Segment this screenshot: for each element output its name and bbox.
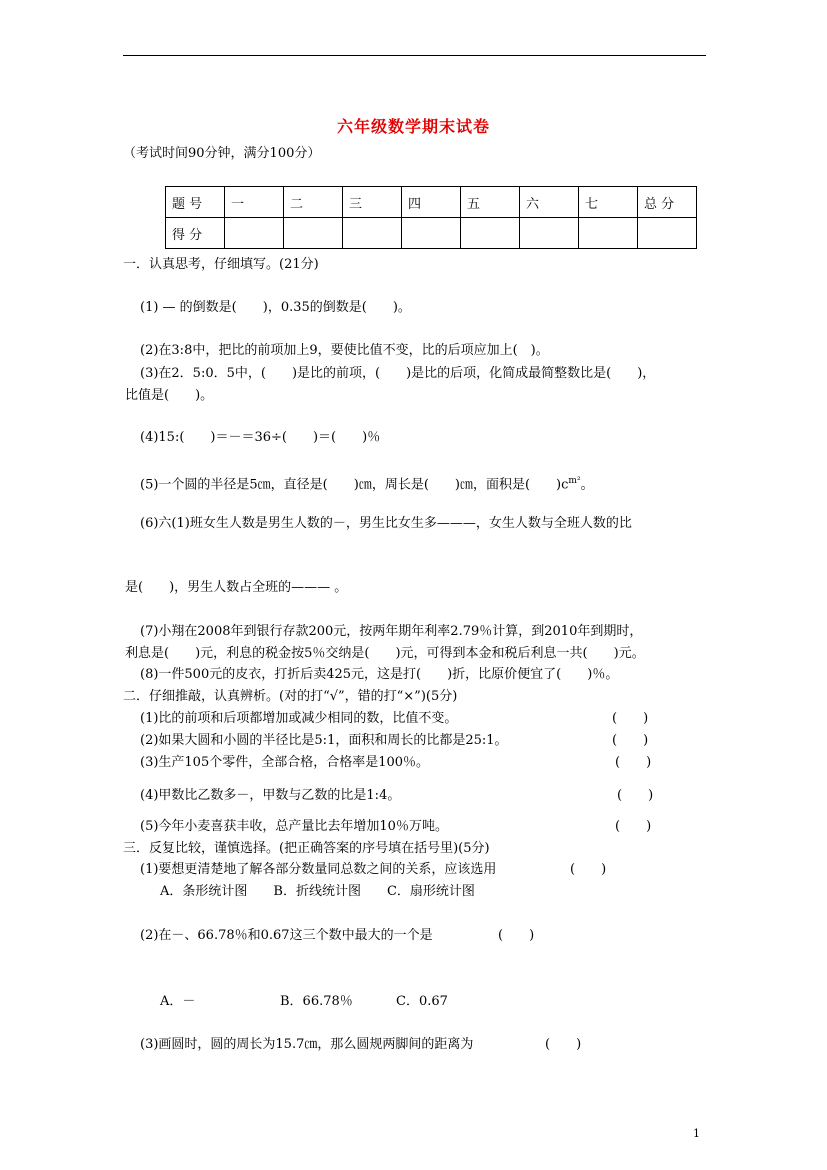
question-1-5-unit: m² (568, 476, 581, 486)
answer-bracket[interactable]: ( ) (545, 1037, 582, 1052)
question-1-5-text: (5)一个圆的半径是5㎝，直径是( )㎝，周长是( )㎝，面积是( )c (140, 477, 569, 493)
question-1-2: (2)在3:8中，把比的前项加上9，要使比值不变，比的后项应加上( )。 (140, 343, 549, 358)
header-rule (123, 55, 706, 56)
question-1-4: (4)15:( )＝－＝36÷( )＝( )％ (140, 430, 381, 445)
answer-bracket[interactable]: ( ) (498, 928, 535, 943)
score-header-cell: 题 号 (166, 187, 225, 218)
section2-heading: 二．仔细推敲，认真辨析。(对的打“√”，错的打“×”)(5分) (123, 689, 458, 704)
score-header-cell: 一 (225, 187, 284, 218)
question-3-2: (2)在－、66.78％和0.67这三个数中最大的一个是 (140, 928, 433, 943)
exam-subtitle: （考试时间90分钟，满分100分） (123, 146, 321, 161)
answer-bracket[interactable]: ( ) (612, 733, 649, 748)
question-3-1-options: A．条形统计图 B．折线统计图 C．扇形统计图 (160, 884, 475, 899)
section3-heading: 三．反复比较，谨慎选择。(把正确答案的序号填在括号里)(5分) (123, 841, 490, 856)
score-header-cell: 四 (402, 187, 461, 218)
question-3-1: (1)要想更清楚地了解各部分数量同总数之间的关系，应该选用 (140, 862, 497, 877)
question-1-7: (7)小翔在2008年到银行存款200元，按两年期年利率2.79％计算，到2010年到期时， (140, 624, 643, 639)
question-2-2: (2)如果大圆和小圆的半径比是5:1，面积和周长的比都是25:1。 (140, 733, 508, 748)
answer-bracket[interactable]: ( ) (570, 862, 607, 877)
score-header-cell: 六 (520, 187, 579, 218)
score-header-cell: 七 (579, 187, 638, 218)
question-3-2-option-a: A．－ (160, 994, 196, 1009)
score-cell[interactable] (579, 218, 638, 249)
score-cell[interactable] (520, 218, 579, 249)
question-2-5: (5)今年小麦喜获丰收，总产量比去年增加10％万吨。 (140, 819, 448, 834)
question-1-6-cont: 是( )，男生人数占全班的——— 。 (125, 580, 348, 595)
score-table-header-row (166, 187, 697, 218)
question-1-1: (1) — 的倒数是( )，0.35的倒数是( )。 (140, 300, 411, 315)
question-3-2-option-c: C．0.67 (396, 994, 448, 1009)
score-cell[interactable] (343, 218, 402, 249)
answer-bracket[interactable]: ( ) (612, 711, 649, 726)
answer-bracket[interactable]: ( ) (615, 819, 652, 834)
score-row-label: 得 分 (166, 218, 225, 249)
score-cell[interactable] (638, 218, 697, 249)
exam-title: 六年级数学期末试卷 (336, 117, 490, 136)
score-cell[interactable] (461, 218, 520, 249)
score-cell[interactable] (402, 218, 461, 249)
question-3-3: (3)画圆时，圆的周长为15.7㎝，那么圆规两脚间的距离为 (140, 1037, 474, 1052)
question-2-1: (1)比的前项和后项都增加或减少相同的数，比值不变。 (140, 711, 458, 726)
score-header-cell: 五 (461, 187, 520, 218)
question-1-5 (140, 473, 594, 493)
page-number: 1 (693, 1127, 700, 1140)
question-1-6: (6)六(1)班女生人数是男生人数的－，男生比女生多———，女生人数与全班人数的比 (140, 516, 632, 531)
question-2-3: (3)生产105个零件，全部合格，合格率是100％。 (140, 755, 430, 770)
score-header-cell: 三 (343, 187, 402, 218)
answer-bracket[interactable]: ( ) (615, 755, 652, 770)
score-header-cell: 总 分 (638, 187, 697, 218)
score-table-score-row (166, 218, 697, 249)
question-3-2-option-b: B．66.78％ (280, 994, 353, 1009)
score-table (165, 186, 697, 249)
question-1-3: (3)在2．5:0．5中，( )是比的前项，( )是比的后项，化简成最简整数比是( )， (140, 366, 656, 381)
question-1-3-cont: 比值是( )。 (125, 388, 214, 403)
score-cell[interactable] (284, 218, 343, 249)
question-1-5-end: 。 (580, 477, 594, 493)
question-1-8: (8)一件500元的皮衣，打折后卖425元，这是打( )折，比原价便宜了( )％。 (140, 667, 619, 682)
score-header-cell: 二 (284, 187, 343, 218)
section1-heading: 一．认真思考，仔细填写。(21分) (123, 257, 319, 272)
question-1-7-cont: 利息是( )元，利息的税金按5％交纳是( )元，可得到本金和税后利息一共( )元。 (125, 646, 645, 661)
score-cell[interactable] (225, 218, 284, 249)
question-2-4: (4)甲数比乙数多－，甲数与乙数的比是1:4。 (140, 788, 401, 803)
answer-bracket[interactable]: ( ) (617, 788, 654, 803)
